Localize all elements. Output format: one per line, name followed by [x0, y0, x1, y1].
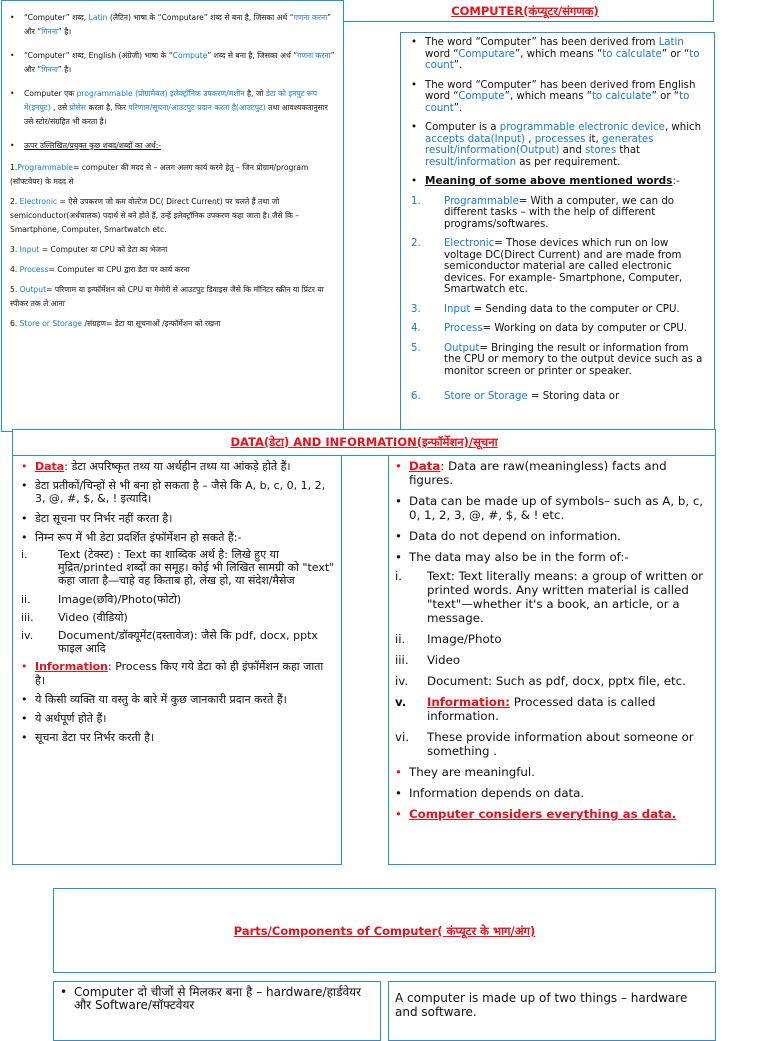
roman-text: Document/डॉक्यूमेंट(दस्तावेज): जैसे कि pdf, docx, pptx फाइल आदि [58, 629, 318, 656]
data-english-roman-item [395, 632, 707, 646]
data-english-bullet-1: • Data: Data are raw(meaningless) facts and figures. [395, 459, 707, 487]
meaning-item-number: 6. [411, 391, 421, 402]
data-english-bullet-4: • The data may also be in the form of:- [395, 550, 707, 564]
hindi-point-4: 4. Process= Computer या CPU द्वारा डेटा पर कार्य करना [10, 265, 190, 274]
english-bullet-1: • The word “Computer” has been derived from Latin word “Computare”, which means “to calculate” or “to count”. [411, 37, 704, 72]
meaning-item [411, 238, 704, 296]
roman-number: ii. [21, 592, 31, 606]
roman-text: Image(छवि)/Photo(फोटो) [58, 592, 182, 606]
data-hindi-bullet-4: • निम्न रूप में भी डेटा प्रदर्शित इंफॉर्मेशन हो सकते हैं:- [21, 531, 335, 544]
hindi-bullet-4: • ऊपर उल्लिखित/प्रयुक्त कुछ शबद/शब्दों का अर्थ:- [10, 139, 335, 153]
meaning-item-number: 3. [411, 303, 421, 315]
roman-text: Video [427, 653, 461, 667]
data-hindi-roman-item [21, 611, 335, 624]
data-hindi-roman-item [21, 593, 335, 606]
meaning-item-text: Output= Bringing the result or information from the CPU or memory to the output device such as a monitor screen or printer or speaker. [444, 342, 703, 377]
meaning-item [411, 343, 704, 378]
meaning-item-number: 2. [411, 238, 421, 249]
hindi-point-1: 1.Programmable= computer की मदद से – अलग अलग कार्य करने हेतु – जिन प्रोग्राम/program (सॉफ्टवेयर) के मदद से [10, 163, 309, 186]
data-title: DATA(डेटा) AND INFORMATION(इन्फॉर्मेशन)/सूचना [230, 435, 498, 449]
data-hindi-bullet-8: • सूचना डेटा पर निर्भर करती है। [21, 731, 335, 744]
roman-text: Document: Such as pdf, docx, pptx file, etc. [427, 674, 686, 688]
components-hindi-bullet: • Computer दो चीजों से मिलकर बना है – hardware/हार्डवेयर और Software/सॉफ्टवेयर [60, 986, 374, 1012]
meaning-item [411, 323, 704, 335]
data-english-bullet-2: • Data can be made up of symbols– such as A, b, c, 0, 1, 2, 3, @, #, $, & ! etc. [395, 494, 707, 522]
hindi-bullet-3: • Computer एक programmable (प्रोग्रामेबल) इलेक्ट्रॉनिक उपकरण/मशीन है, जो डेटा को इनपुट रूप में(इनपुट) , उसे प्रोसेस करता है, फिर परिणाम/सूचना/आउटपुट प्रदान करता है(आउटपुट) तथा आवश्यकतानुसार उसे स्टोर/संग्रहित भी करता है। [10, 87, 335, 129]
meaning-item-number: 4. [411, 323, 421, 334]
meaning-item-text: Store or Storage = Storing data or [444, 391, 620, 402]
parts-title: Parts/Components of Computer( कंप्यूटर के भाग/अंग) [233, 924, 536, 938]
hindi-bullet-1: • “Computer” शब्द, Latin (लैटिन) भाषा के “Computare” शब्द से बना है, जिसका अर्थ “गणना करना” और “गिनना” है। [10, 11, 335, 39]
meaning-item [411, 391, 704, 403]
meaning-item [411, 196, 704, 231]
data-english-roman-vi: vi. These provide information about someone or something . [395, 730, 694, 758]
roman-number: iv. [21, 629, 34, 643]
meaning-item-number: 5. [411, 342, 421, 354]
roman-number: iv. [395, 674, 409, 688]
top-title: COMPUTER(कंप्यूटर/संगणक) [451, 4, 599, 18]
data-hindi-box [12, 455, 342, 865]
english-bullet-2: • The word “Computer” has been derived from English word “Compute”, which means “to calculate” or “to count”. [411, 80, 704, 115]
data-english-bullet-6: • Information depends on data. [395, 786, 707, 800]
data-english-bullet-3: • Data do not depend on information. [395, 529, 707, 543]
data-hindi-bullet-2: • डेटा प्रतीकों/चिन्हों से भी बना हो सकता है – जैसे कि A, b, c, 0, 1, 2, 3, @, #, $, &, ! इत्यादि। [21, 479, 335, 505]
hindi-point-6: 6. Store or Storage /संग्रहण= डेटा या सूचनाओं /इन्फॉर्मेशन को रखना [10, 319, 221, 328]
roman-text: Text: Text literally means: a group of written or printed words. Any written material is called "text"—whether it's a book, an article, or a message. [427, 569, 704, 625]
data-english-box [388, 455, 716, 865]
components-english-text: A computer is made up of two things – hardware and software. [395, 991, 688, 1019]
data-english-roman-v: v. Information: Processed data is called information. [395, 695, 656, 723]
english-intro-box [400, 32, 715, 432]
data-hindi-roman-item [21, 548, 335, 588]
meaning-item-text: Input = Sending data to the computer or CPU. [444, 303, 680, 315]
roman-text: Video (वीडियो) [58, 610, 128, 624]
data-english-roman-list [395, 569, 707, 688]
meaning-item-text: Process= Working on data by computer or CPU. [444, 323, 688, 334]
data-english-roman-item [395, 569, 707, 625]
meaning-item-text: Electronic= Those devices which run on low voltage DC(Direct Current) and are made from semiconductor material are called electronic devices. For example- Smartphone, Computer, Smartwatch etc. [444, 238, 683, 295]
hindi-point-5: 5. Output= परिणाम या इन्फॉर्मेशन को CPU या मेमोरी से आउटपुट डिवाइस जैसे कि मॉनिटर स्क्रीन या प्रिंटर या स्पीकर तक ले आना [10, 285, 324, 308]
data-hindi-bullet-7: • ये अर्थपूर्ण होते हैं। [21, 712, 335, 725]
meaning-item [411, 304, 704, 316]
data-hindi-bullet-1: • Data: डेटा अपरिष्कृत तथ्य या अर्थहीन तथ्य या आंकड़े होते हैं। [21, 460, 335, 473]
hindi-point-3: 3. Input = Computer या CPU को डेटा का भेजना [10, 245, 168, 254]
meaning-item-number: 1. [411, 195, 421, 207]
roman-number: iii. [395, 653, 409, 667]
roman-number: iii. [21, 610, 34, 624]
roman-text: Text (टेक्स्ट) : Text का शाब्दिक अर्थ है: लिखे हुए या मुद्रित/printed शब्दों का समूह। कोई भी लिखित सामग्री को "text" कहा जाता है—चाहे वह किताब हो, लेख हो, या संदेश/मैसेज [58, 548, 335, 588]
roman-number: ii. [395, 632, 406, 646]
data-english-roman-item [395, 674, 707, 688]
roman-text: Image/Photo [427, 632, 502, 646]
data-title-box [12, 429, 716, 456]
top-title-box [336, 0, 714, 22]
data-english-bullet-7: • Computer considers everything as data. [395, 807, 707, 821]
data-english-roman-item [395, 653, 707, 667]
roman-number: i. [21, 548, 28, 562]
meaning-heading: • Meaning of some above mentioned words:- [411, 176, 704, 188]
data-english-bullet-5: • They are meaningful. [395, 765, 707, 779]
meaning-list [411, 196, 704, 403]
parts-title-box [53, 888, 716, 973]
components-english-box [388, 981, 716, 1041]
roman-number: i. [395, 569, 403, 583]
data-hindi-roman-list [21, 548, 335, 655]
data-hindi-bullet-5: • Information: Process किए गये डेटा को ही इंफॉर्मेशन कहा जाता है। [21, 660, 335, 686]
english-bullet-3: • Computer is a programmable electronic device, which accepts data(Input) , processes it, generates result/information(Output) and stores that result/information as per requirement. [411, 122, 704, 168]
hindi-bullet-2: • “Computer” शब्द, English (अंग्रेजी) भाषा के “Compute” शब्द से बना है, जिसका अर्थ “गणना करना” और “गिनना” है। [10, 49, 335, 77]
hindi-point-2: 2. Electronic = ऐसे उपकरण जो कम वोल्टेज DC( Direct Current) पर चलते हैं तथा जो semiconductor(अर्धचालक) पदार्थ से बने होते हैं, उन्हें इलेक्ट्रॉनिक उपकरण कहा जाता है। जैसे कि – Smartphone, Computer, Smartwatch etc. [10, 197, 300, 234]
data-hindi-bullet-3: • डेटा सूचना पर निर्भर नहीं करता है। [21, 512, 335, 525]
meaning-item-text: Programmable= With a computer, we can do different tasks – with the help of different programs/softwares. [444, 195, 675, 230]
components-hindi-box [53, 981, 381, 1041]
data-hindi-roman-item [21, 629, 335, 655]
hindi-intro-box [1, 0, 344, 432]
data-hindi-bullet-6: • ये किसी व्यक्ति या वस्तु के बारे में कुछ जानकारी प्रदान करते हैं। [21, 693, 335, 706]
